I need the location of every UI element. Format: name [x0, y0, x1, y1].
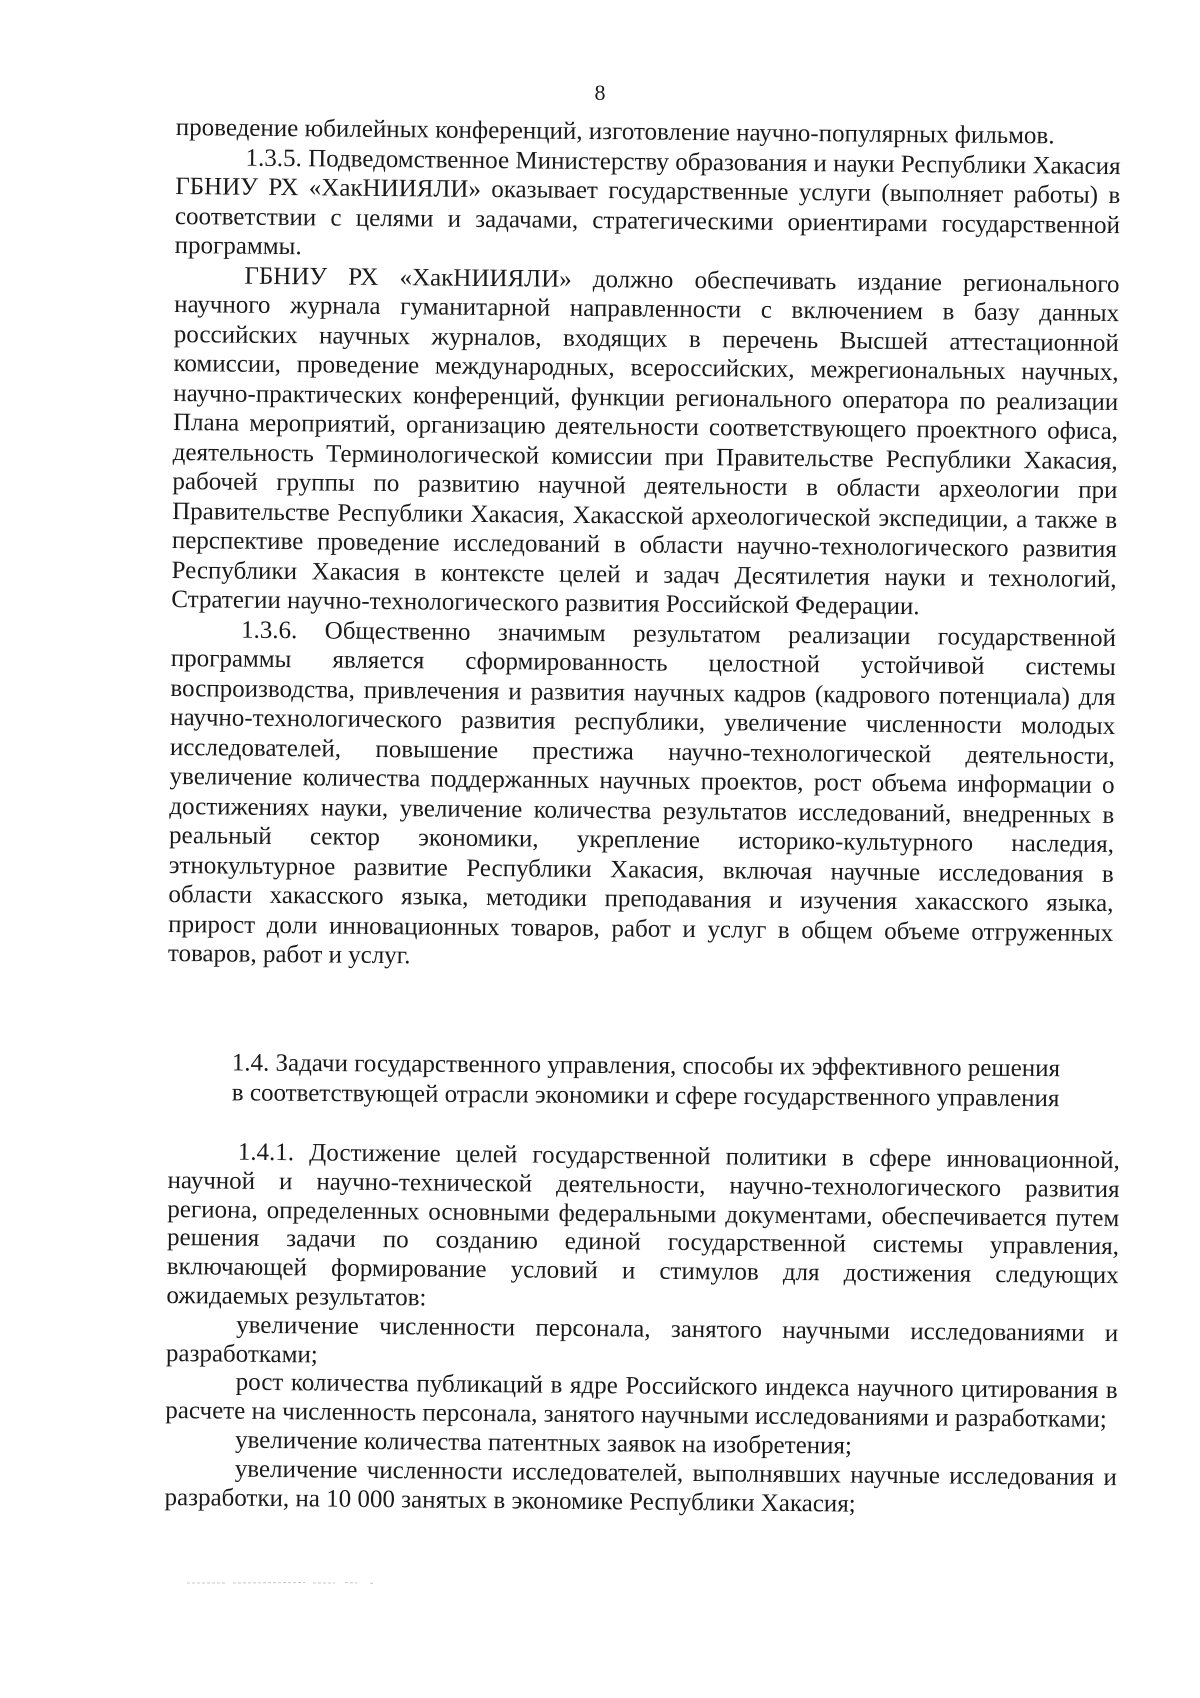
paragraph-hakniiyali-duties: ГБНИУ РХ «ХакНИИЯЛИ» должно обеспечивать издание регионального научного журнала гуманитарной направленности с включением в базу данных российских научных журналов, входящих в перечень Высшей аттестационной комиссии, проведение международных, всероссийских, межрегиональных научных, научно-практических конференций, функции регионального оператора по реализации Плана мероприятий, организацию деятельности соответствующего проектного офиса, деятельность Терминологической комиссии при Правительстве Республики Хакасия, рабочей группы по развитию научной деятельности в области археологии при Правительстве Республики Хакасия, Хакасской археологической экспедиции, а также в перспективе проведение исследований в области научно-технологического развития Республики Хакасия в контексте целей и задач Десятилетия науки и технологий, Стратегии научно-технологического развития Российской Федерации. [171, 262, 1120, 621]
list-item-patents: увеличение количества патентных заявок на изобретения; [234, 1426, 853, 1460]
list-item-publications: рост количества публикаций в ядре Российского индекса научного цитирования в расчете на численность персонала, занятого научными исследованиями и разработками; [165, 1369, 1118, 1434]
page-number: 8 [594, 80, 606, 105]
list-item-personnel: увеличение численности персонала, занятого научными исследованиями и разработками; [165, 1311, 1119, 1369]
section-heading-line-1: 1.4. Задачи государственного управления, способы их эффективного решения [231, 1049, 1061, 1083]
paragraph-1-3-6: 1.3.6. Общественно значимым результатом реализации государственной программы является сформированность целостной устойчивой системы воспроизводства, привлечения и развития научных кадров (кадрового потенциала) для научно-технологического развития республики, увеличение численности молодых исследователей, повышение престижа научно-технологической деятельности, увеличение количества поддержанных научных проектов, рост объема информации о достижениях науки, увеличение количества результатов исследований, внедренных в реальный сектор экономики, укрепление историко-культурного наследия, этнокультурное развитие Республики Хакасия, включая научные исследования в области хакасского языка, методики преподавания и изучения хакасского языка, прирост доли инновационных товаров, работ и услуг в общем объеме отгруженных товаров, работ и услуг. [167, 616, 1117, 970]
list-item-researchers: увеличение численности исследователей, выполнявших научные исследования и разработки, на 10 000 занятых в экономике Республики Хакасия; [164, 1455, 1117, 1518]
scan-artifact-mark [185, 1580, 395, 1586]
section-heading-line-2: в соответствующей отрасли экономики и сфере государственного управления [231, 1079, 1060, 1113]
section-1-3-text [168, 113, 1121, 978]
paragraph-continuation: проведение юбилейных конференций, изготовление научно-популярных фильмов. [175, 113, 1055, 150]
section-1-4-text [164, 1138, 1120, 1521]
section-heading-1-4 [176, 1048, 1116, 1115]
paragraph-1-4-1: 1.4.1. Достижение целей государственной политики в сфере инновационной, научной и научно-технической деятельности, научно-технологического развития региона, определенных основными федеральными документами, обеспечивается путем решения задачи по созданию единой государственной системы управления, включающей формирование условий и стимулов для достижения следующих ожидаемых результатов: [166, 1138, 1120, 1312]
paragraph-1-3-5: 1.3.5. Подведомственное Министерству образования и науки Республики Хакасия ГБНИУ РХ «ХакНИИЯЛИ» оказывает государственные услуги (выполняет работы) в соответствии с целями и задачами, стратегическими ориентирами государственной программы. [174, 144, 1121, 261]
